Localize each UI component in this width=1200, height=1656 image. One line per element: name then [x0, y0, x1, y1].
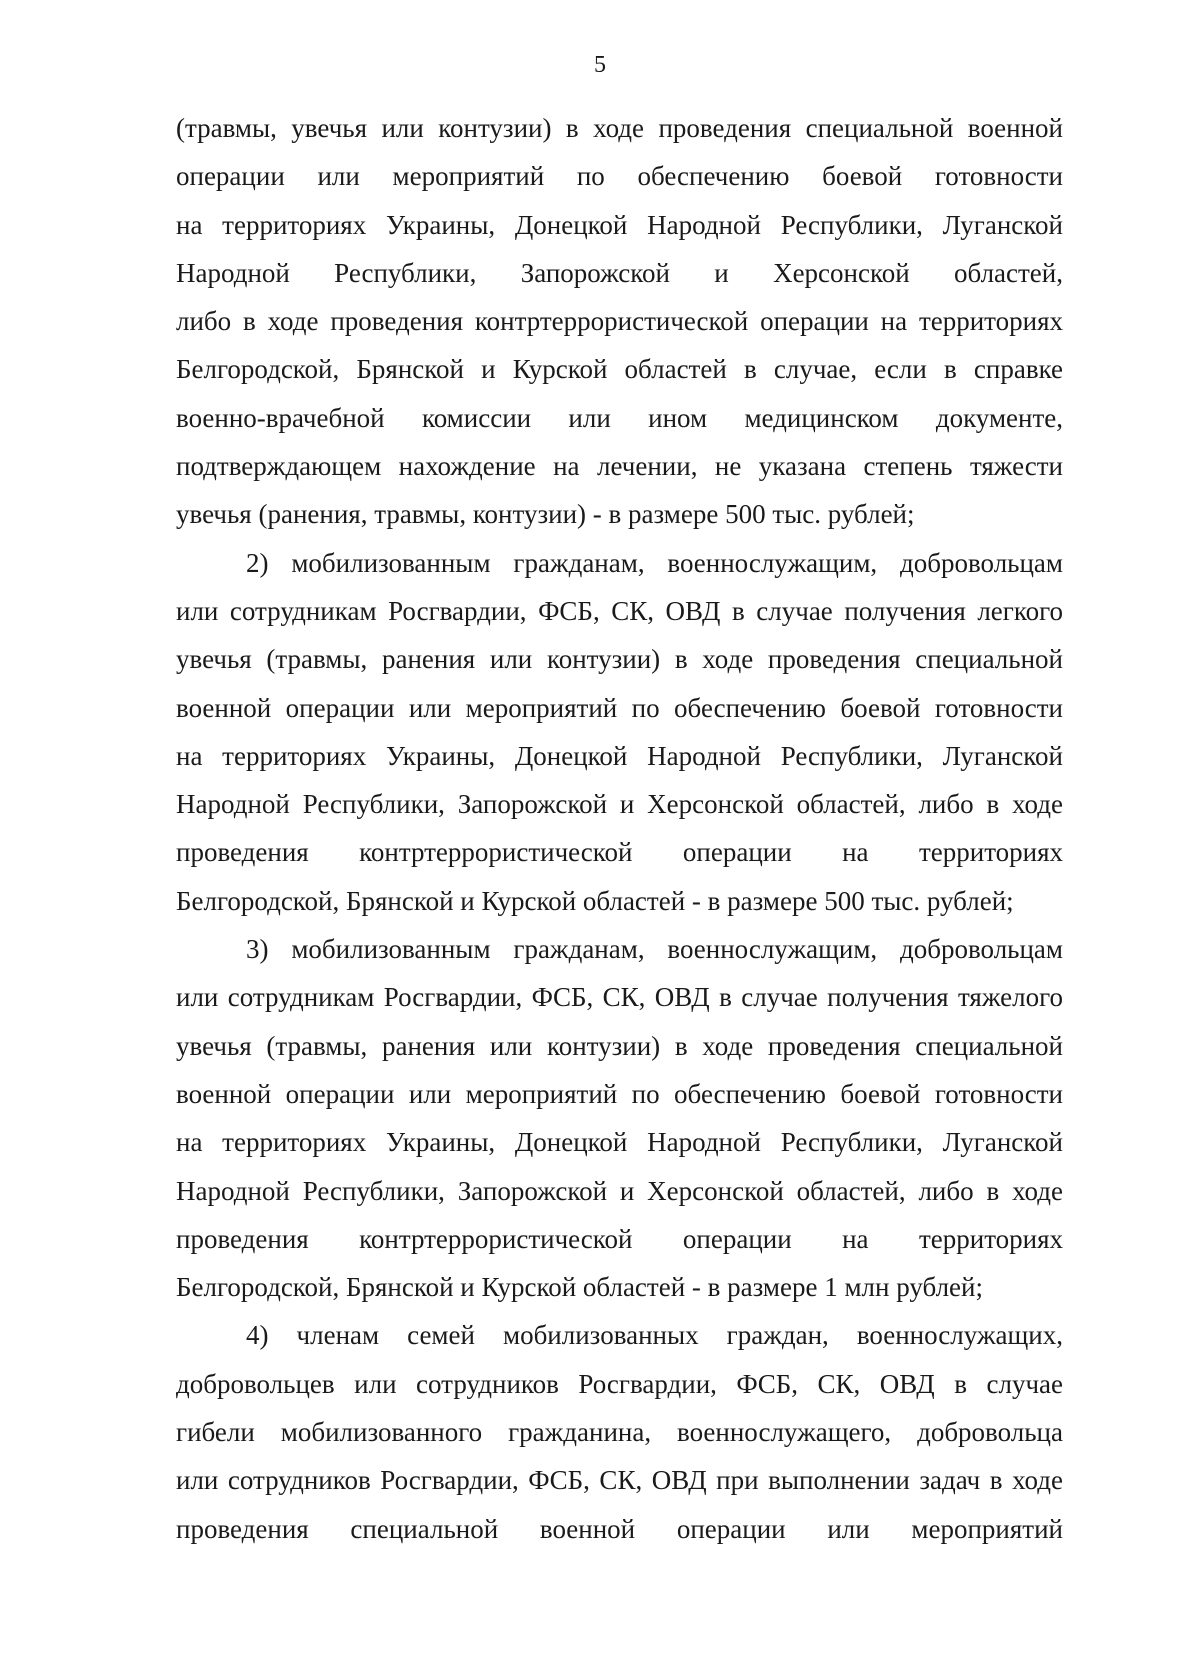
text-line: или сотрудников Росгвардии, ФСБ, СК, ОВД при выполнении задач в ходе — [176, 1465, 1063, 1496]
text-line: военной операции или мероприятий по обеспечению боевой готовности — [176, 1078, 1063, 1109]
paragraph-item-4 — [176, 1311, 1063, 1552]
text-line: подтверждающем нахождение на лечении, не указана степень тяжести — [176, 451, 1063, 482]
text-line: военной операции или мероприятий по обеспечению боевой готовности — [176, 692, 1063, 723]
text-line: проведения контртеррористической операции на территориях — [176, 1223, 1063, 1254]
text-line: 3) мобилизованным гражданам, военнослужащим, добровольцам — [246, 934, 1063, 965]
text-line: 2) мобилизованным гражданам, военнослужащим, добровольцам — [246, 547, 1063, 578]
text-line: проведения контртеррористической операции на территориях — [176, 837, 1063, 868]
text-line: добровольцев или сотрудников Росгвардии, ФСБ, СК, ОВД в случае — [176, 1368, 1063, 1399]
text-line: (травмы, увечья или контузии) в ходе проведения специальной военной — [176, 113, 1063, 143]
text-line: гибели мобилизованного гражданина, военнослужащего, добровольца — [176, 1417, 1063, 1448]
text-line: на территориях Украины, Донецкой Народной Республики, Луганской — [176, 1127, 1063, 1158]
document-body — [176, 104, 1063, 1553]
text-line: военно-врачебной комиссии или ином медицинском документе, — [176, 402, 1063, 433]
text-line: Народной Республики, Запорожской и Херсонской областей, либо в ходе — [176, 1175, 1063, 1206]
text-line: увечья (травмы, ранения или контузии) в ходе проведения специальной — [176, 1030, 1063, 1061]
paragraph-item-3 — [176, 925, 1063, 1311]
paragraph-continuation — [176, 104, 1063, 539]
text-line: Белгородской, Брянской и Курской областей в случае, если в справке — [176, 354, 1063, 385]
paragraph-item-2 — [176, 539, 1063, 925]
text-line: или сотрудникам Росгвардии, ФСБ, СК, ОВД в случае получения легкого — [176, 595, 1063, 626]
text-line: либо в ходе проведения контртеррористической операции на территориях — [176, 306, 1063, 337]
text-line: проведения специальной военной операции или мероприятий — [176, 1513, 1063, 1544]
text-line: или сотрудникам Росгвардии, ФСБ, СК, ОВД в случае получения тяжелого — [176, 982, 1063, 1013]
text-line: увечья (травмы, ранения или контузии) в ходе проведения специальной — [176, 644, 1063, 675]
text-line: Белгородской, Брянской и Курской областей - в размере 500 тыс. рублей; — [176, 885, 1014, 916]
text-line: Народной Республики, Запорожской и Херсонской областей, — [176, 257, 1063, 288]
text-line: операции или мероприятий по обеспечению боевой готовности — [176, 161, 1063, 192]
text-line: Народной Республики, Запорожской и Херсонской областей, либо в ходе — [176, 789, 1063, 820]
text-line: 4) членам семей мобилизованных граждан, военнослужащих, — [246, 1320, 1063, 1351]
text-line: на территориях Украины, Донецкой Народной Республики, Луганской — [176, 209, 1063, 240]
page-number: 5 — [594, 52, 606, 78]
text-line: на территориях Украины, Донецкой Народной Республики, Луганской — [176, 740, 1063, 771]
text-line: Белгородской, Брянской и Курской областей - в размере 1 млн рублей; — [176, 1272, 983, 1303]
text-line: увечья (ранения, травмы, контузии) - в размере 500 тыс. рублей; — [176, 499, 915, 530]
